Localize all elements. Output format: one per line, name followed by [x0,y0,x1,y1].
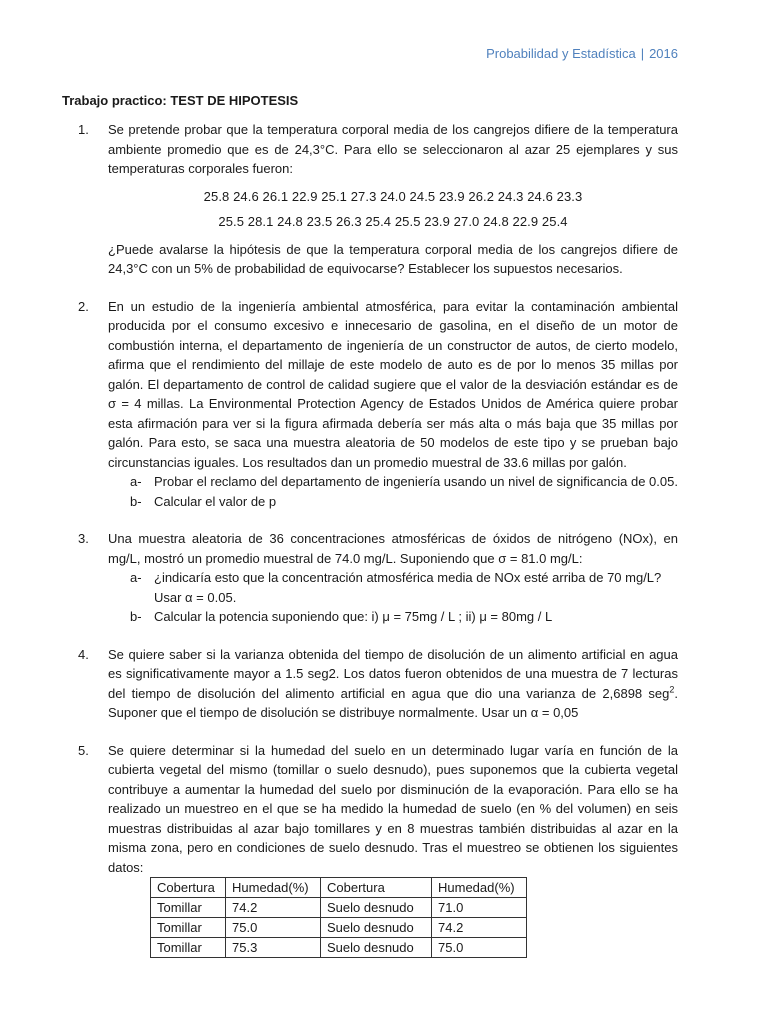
problem-number: 2. [78,298,89,314]
header-course: Probabilidad y Estadística [486,46,636,61]
problem-text: Se pretende probar que la temperatura corporal media de los cangrejos difiere de la temperatura ambiente promedio que es de 24,3°C. Para ello se seleccionaron al azar 25 ejemplares y sus temperaturas corporales fueron: [108,122,678,176]
sub-question-letter: a- [130,474,142,489]
problem-text [108,645,678,723]
problem-text: Se quiere determinar si la humedad del suelo en un determinado lugar varía en función de la cubierta vegetal del mismo (tomillar o suelo desnudo), pues suponemos que la cubierta vegetal contribuye a aumentar la humedad del suelo por disminución de la evaporación. Para ello se ha realizado un muestreo en el que se ha medido la humedad de suelo (en % del volumen) en seis muestras distribuidas al azar bajo tomillares y en 8 muestras también distribuidas al azar en la misma zona, pero en condiciones de suelo desnudo. Tras el muestreo se obtienen los siguientes datos: [108,742,678,875]
problem-text: Una muestra aleatoria de 36 concentraciones atmosféricas de óxidos de nitrógeno (NOx), en mg/L, mostró un promedio muestral de 74.0 mg/L. Suponiendo que σ = 81.0 mg/L: [108,531,678,566]
table-row [151,898,527,918]
problem-question: ¿Puede avalarse la hipótesis de que la temperatura corporal media de los cangrejos difiere de 24,3°C con un 5% de probabilidad de equivocarse? Establecer los supuestos necesarios. [108,241,678,276]
sub-question [130,472,678,492]
header-separator: | [640,46,645,61]
table-cell: 75.0 [226,918,321,938]
table-cell: 74.2 [432,918,527,938]
table-cell: Tomillar [151,918,226,938]
problem-number: 4. [78,646,89,662]
problem-content [108,297,678,512]
header-year: 2016 [649,46,678,61]
sub-question-text: Calcular la potencia suponiendo que: i) μ = 75mg / L ; ii) μ = 80mg / L [154,609,553,624]
sub-question [130,607,678,627]
problem-text-tail: . Suponer que el tiempo de disolución se distribuye normalmente. Usar un α = 0,05 [108,685,678,720]
problem-number: 5. [78,742,89,758]
table-cell: Suelo desnudo [321,898,432,918]
table-header-cell: Cobertura [321,878,432,898]
problem-4 [78,645,678,723]
sub-question-letter: b- [130,609,142,624]
problem-text-main: Se quiere saber si la varianza obtenida del tiempo de disolución de un alimento artificial en agua es significativamente mayor a 1.5 seg2. Los datos fueron obtenidos de una muestra de 7 lecturas del tiempo de disolución del alimento artificial en agua que dio una varianza de 2,6898 seg [108,646,678,701]
table-row [151,918,527,938]
table-cell: 74.2 [226,898,321,918]
humidity-table [150,877,527,958]
table-cell: Tomillar [151,938,226,958]
problem-content [108,120,678,279]
table-row [151,938,527,958]
problem-number: 3. [78,531,89,546]
problem-3 [78,529,678,627]
sub-question [130,492,678,512]
table-cell: 71.0 [432,898,527,918]
data-line-1: 25.8 24.6 26.1 22.9 25.1 27.3 24.0 24.5 23.9 26.2 24.3 24.6 23.3 [203,188,583,204]
problem-1 [78,120,678,279]
table-cell: 75.3 [226,938,321,958]
problem-5 [78,741,678,878]
superscript-exponent: 2 [669,684,675,695]
data-line-2: 25.5 28.1 24.8 23.5 26.3 25.4 25.5 23.9 27.0 24.8 22.9 25.4 [218,214,568,229]
table-header-row [151,878,527,898]
problem-text: En un estudio de la ingeniería ambiental atmosférica, para evitar la contaminación ambiental producida por el consumo excesivo e innecesario de gasolina, en el diseño de un motor de combustión interna, el departamento de ingeniería de un constructor de autos, de cierto modelo, afirma que el rendimiento del millaje de este modelo de auto es de por lo menos 35 millas por galón. El departamento de control de calidad sugiere que el valor de la desviación estándar es de σ = 4 millas. La Environmental Protection Agency de Estados Unidos de América quiere probar esta afirmación para ver si la figura afirmada debería ser más alta o más baja que 35 millas por galón. Para esto, se saca una muestra aleatoria de 50 modelos de este tipo y se prueban bajo circunstancias iguales. Los resultados dan un promedio muestral de 33.6 millas por galón. [108,298,678,470]
table-cell: 75.0 [432,938,527,958]
sub-question [130,568,678,607]
document-body [78,120,678,958]
table-cell: Tomillar [151,898,226,918]
page-header [486,46,678,61]
problem-content [108,529,678,627]
sub-question-letter: a- [130,570,142,585]
problem-number: 1. [78,122,89,137]
sub-question-list [130,472,678,511]
sub-question-text: Probar el reclamo del departamento de ingeniería usando un nivel de significancia de 0.05. [154,474,678,489]
table-header-cell: Humedad(%) [226,878,321,898]
table-header-cell: Humedad(%) [432,878,527,898]
document-title: Trabajo practico: TEST DE HIPOTESIS [62,93,299,108]
temperature-data [108,187,678,232]
table-header-cell: Cobertura [151,878,226,898]
table-cell: Suelo desnudo [321,918,432,938]
problem-content [108,741,678,878]
sub-question-text: Calcular el valor de p [154,493,277,509]
sub-question-list [130,568,678,627]
table-cell: Suelo desnudo [321,938,432,958]
problem-2 [78,297,678,512]
sub-question-letter: b- [130,493,142,509]
sub-question-text: ¿indicaría esto que la concentración atmosférica media de NOx esté arriba de 70 mg/L? Usar α = 0.05. [154,570,662,605]
